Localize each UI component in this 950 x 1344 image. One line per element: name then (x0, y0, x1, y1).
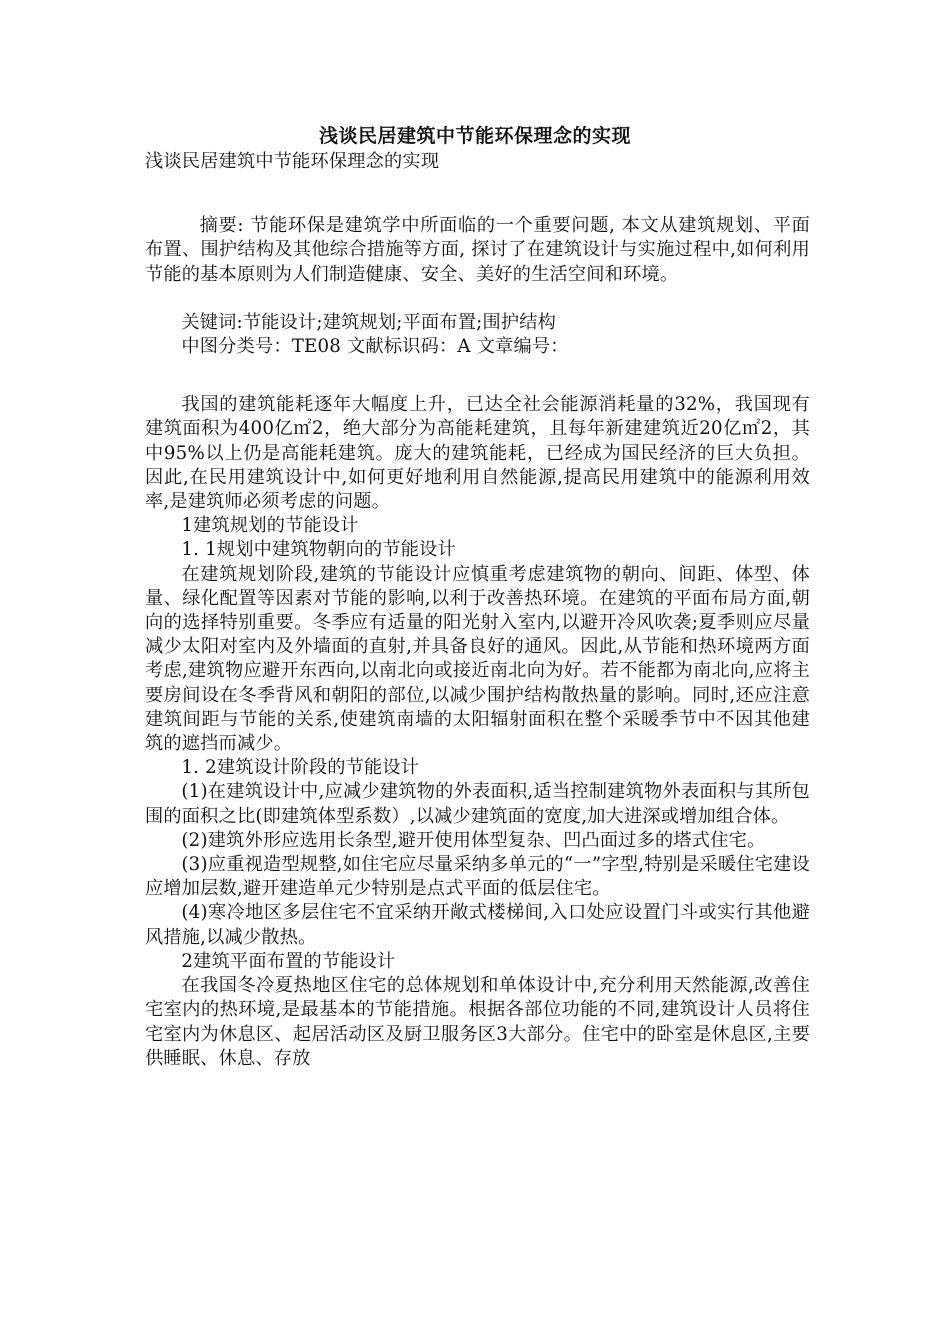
body-paragraph: 我国的建筑能耗逐年大幅度上升，已达全社会能源消耗量的32%，我国现有建筑面积为400亿㎡2，绝大部分为高能耗建筑，且每年新建建筑近20亿㎡2，其中95%以上仍是高能耗建筑。庞大的建筑能耗，已经成为国民经济的巨大负担。因此,在民用建筑设计中,如何更好地利用自然能源,提高民用建筑中的能源利用效率,是建筑师必须考虑的问题。 (145, 394, 810, 513)
body-paragraph: 在建筑规划阶段,建筑的节能设计应慎重考虑建筑物的朝向、间距、体型、体量、绿化配置等因素对节能的影响,以利于改善热环境。在建筑的平面布局方面,朝向的选择特别重要。冬季应有适量的阳光射入室内,以避开冷风吹袭;夏季则应尽量减少太阳对室内及外墙面的直射,并具备良好的通风。因此,从节能和热环境两方面考虑,建筑物应避开东西向,以南北向或接近南北向为好。若不能都为南北向,应将主要房间设在冬季背风和朝阳的部位,以减少围护结构散热量的影响。同时,还应注意建筑间距与节能的关系,使建筑南墙的太阳辐射面积在整个采暖季节中不因其他建筑的遮挡而减少。 (145, 563, 810, 755)
classification-line: 中图分类号：TE08 文献标识码：A 文章编号： (181, 336, 569, 358)
subsection-heading: 1. 1规划中建筑物朝向的节能设计 (181, 539, 456, 561)
section-heading: 2建筑平面布置的节能设计 (181, 950, 396, 972)
list-item: (2)建筑外形应选用长条型,避开使用体型复杂、凹凸面过多的塔式住宅。 (181, 829, 766, 851)
list-item: (3)应重视造型规整,如住宅应尽量采纳多单元的“一”字型,特别是采暖住宅建设应增加层数,避开建造单元少特别是点式平面的低层住宅。 (145, 854, 810, 900)
abstract-paragraph: 摘要: 节能环保是建筑学中所面临的一个重要问题, 本文从建筑规划、平面布置、围护结构及其他综合措施等方面, 探讨了在建筑设计与实施过程中,如何利用节能的基本原则为人们制造健康、安全、美好的生活空间和环境。 (145, 215, 810, 285)
document-body (145, 150, 810, 1071)
spacer (145, 287, 810, 311)
section-heading: 1建筑规划的节能设计 (181, 515, 359, 537)
keywords-line: 关键词:节能设计;建筑规划;平面布置;围护结构 (181, 311, 557, 333)
list-item: (4)寒冷地区多层住宅不宜采纳开敞式楼梯间,入口处应设置门斗或实行其他避风措施,以减少散热。 (145, 902, 810, 948)
list-item: (1)在建筑设计中,应减少建筑物的外表面积,适当控制建筑物外表面积与其所包围的面积之比(即建筑体型系数）,以减少建筑面的宽度,加大进深或增加组合体。 (145, 781, 810, 827)
document-subtitle: 浅谈民居建筑中节能环保理念的实现 (145, 151, 440, 172)
body-paragraph: 在我国冬冷夏热地区住宅的总体规划和单体设计中,充分利用天然能源,改善住宅室内的热环境,是最基本的节能措施。根据各部位功能的不同,建筑设计人员将住宅室内为休息区、起居活动区及厨卫服务区3大部分。住宅中的卧室是休息区,主要供睡眠、休息、存放 (145, 975, 810, 1069)
spacer (145, 359, 810, 393)
spacer (145, 174, 810, 214)
subsection-heading: 1. 2建筑设计阶段的节能设计 (181, 757, 420, 779)
document-title: 浅谈民居建筑中节能环保理念的实现 (318, 125, 631, 147)
